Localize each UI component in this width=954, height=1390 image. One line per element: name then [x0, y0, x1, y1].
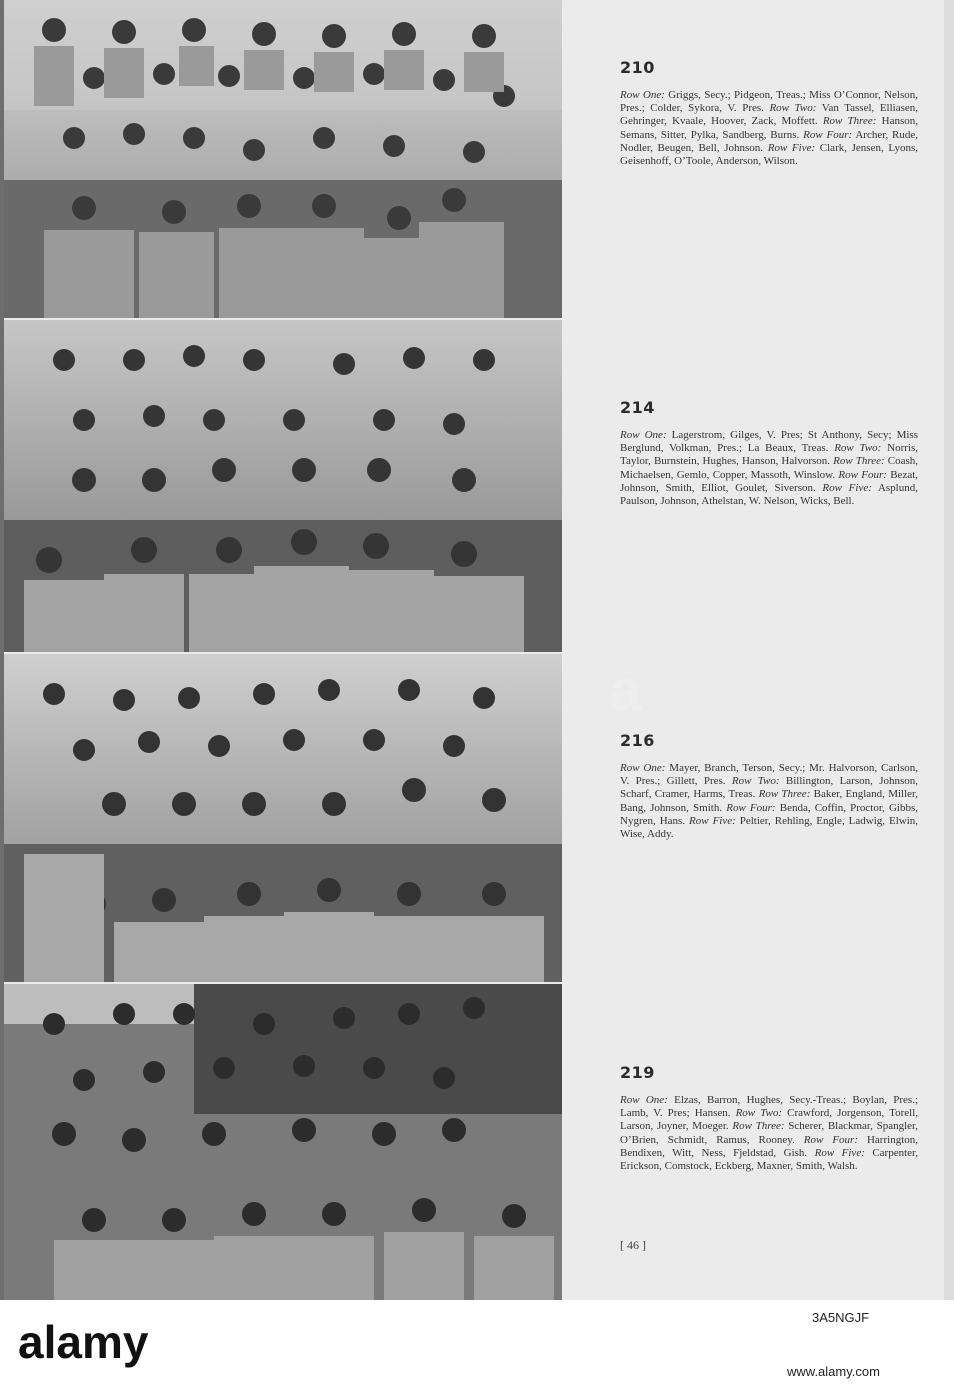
stock-image-id: 3A5NGJF [812, 1310, 870, 1325]
row-label: Row Two: [769, 102, 817, 115]
roster-text [620, 89, 918, 168]
room-number: 210 [620, 58, 655, 77]
row-label: Row One: [620, 762, 666, 774]
class-photo-216 [4, 654, 562, 982]
row-names: Archer, Rude, Nodler, Beugen, Bell, Johnson. [620, 128, 918, 154]
row-label: Row Three: [732, 1120, 785, 1133]
roster-text [620, 429, 918, 508]
row-names: Griggs, Secy.; Pidgeon, Treas.; Miss O’Connor, Nelson, Pres.; Colder, Sykora, V. Pres. [620, 89, 918, 115]
row-names: Bezat, Johnson, Smith, Elliot, Goulet, Siverson. [620, 468, 919, 494]
row-label: Row One: [620, 429, 667, 441]
row-label: Row Five: [822, 481, 872, 494]
row-names: Scherer, Blackmar, Spangler, O’Brien, Schmidt, Ramus, Rooney. [620, 1120, 918, 1146]
row-label: Row Four: [803, 128, 853, 141]
row-names: Van Tassel, Elliasen, Gehringer, Kvaale, Hoover, Zack, Moffett. [620, 102, 919, 128]
row-names: Crawford, Jorgenson, Torell, Larson, Joyner, Moeger. [620, 1107, 919, 1133]
watermark-text: a [610, 658, 643, 723]
page-number: [ 46 ] [620, 1238, 646, 1252]
row-names: Harrington, Bendixen, Witt, Ness, Fjeldstad, Gish. [620, 1133, 918, 1159]
row-names: Coash, Michaelsen, Gemlo, Copper, Massoth, Winslow. [620, 455, 919, 481]
caption-room-219 [620, 1063, 918, 1173]
row-names: Asplund, Paulson, Johnson, Athelstan, W. Nelson, Wicks, Bell. [620, 481, 918, 508]
alamy-logo [18, 1318, 168, 1372]
row-label: Row Three: [758, 788, 811, 801]
row-names: Billington, Larson, Johnson, Scharf, Cramer, Harms, Treas. [620, 775, 919, 801]
room-number: 219 [620, 1063, 655, 1082]
row-label: Row Five: [814, 1146, 865, 1159]
row-names: Elzas, Barron, Hughes, Secy.-Treas.; Boylan, Pres.; Lamb, V. Pres; Hansen. [620, 1094, 918, 1120]
caption-room-210 [620, 58, 918, 168]
row-label: Row Four: [838, 468, 887, 481]
row-names: Peltier, Rehling, Engle, Ladwig, Elwin, Wise, Addy. [620, 814, 919, 841]
row-names: Norris, Taylor, Burnstein, Hughes, Hanson, Halvorson. [620, 442, 919, 468]
row-label: Row Four: [726, 801, 776, 814]
row-names: Clark, Jensen, Lyons, Geisenhoff, O’Toole, Anderson, Wilson. [620, 141, 918, 168]
stock-url[interactable]: www.alamy.com [787, 1364, 880, 1379]
page-edge [944, 0, 954, 1300]
roster-text [620, 1094, 918, 1173]
row-label: Row Five: [767, 141, 816, 154]
row-label: Row Three: [833, 455, 885, 468]
row-label: Row Two: [731, 775, 780, 788]
class-photo-210 [4, 0, 562, 318]
caption-room-216 [620, 731, 918, 841]
row-names: Mayer, Branch, Terson, Secy.; Mr. Halvorson, Carlson, V. Pres.; Gillett, Pres. [620, 762, 919, 788]
row-label: Row Two: [834, 442, 882, 455]
row-names: Baker, England, Miller, Bang, Johnson, Smith. [620, 788, 919, 814]
roster-text [620, 762, 918, 841]
class-photo-214 [4, 320, 562, 652]
row-label: Row Three: [822, 115, 877, 128]
caption-room-214 [620, 398, 918, 508]
row-label: Row Two: [735, 1107, 783, 1120]
row-names: Benda, Coffin, Proctor, Gibbs, Nygren, Hans. [620, 801, 918, 827]
row-names: Carpenter, Erickson, Comstock, Eckberg, Maxner, Smith, Walsh. [620, 1146, 919, 1173]
room-number: 214 [620, 398, 655, 417]
row-label: Row One: [620, 89, 665, 101]
row-names: Lagerstrom, Gilges, V. Pres; St Anthony, Secy; Miss Berglund, Volkman, Pres.; La Beaux, Treas. [620, 429, 918, 455]
room-number: 216 [620, 731, 655, 750]
row-label: Row Four: [803, 1133, 858, 1146]
row-label: Row One: [620, 1094, 668, 1106]
row-names: Hanson, Semans, Sitter, Pylka, Sandberg, Burns. [620, 115, 919, 141]
alamy-logo-text: alamy [18, 1318, 149, 1368]
row-label: Row Five: [689, 814, 736, 827]
class-photo-219 [4, 984, 562, 1300]
